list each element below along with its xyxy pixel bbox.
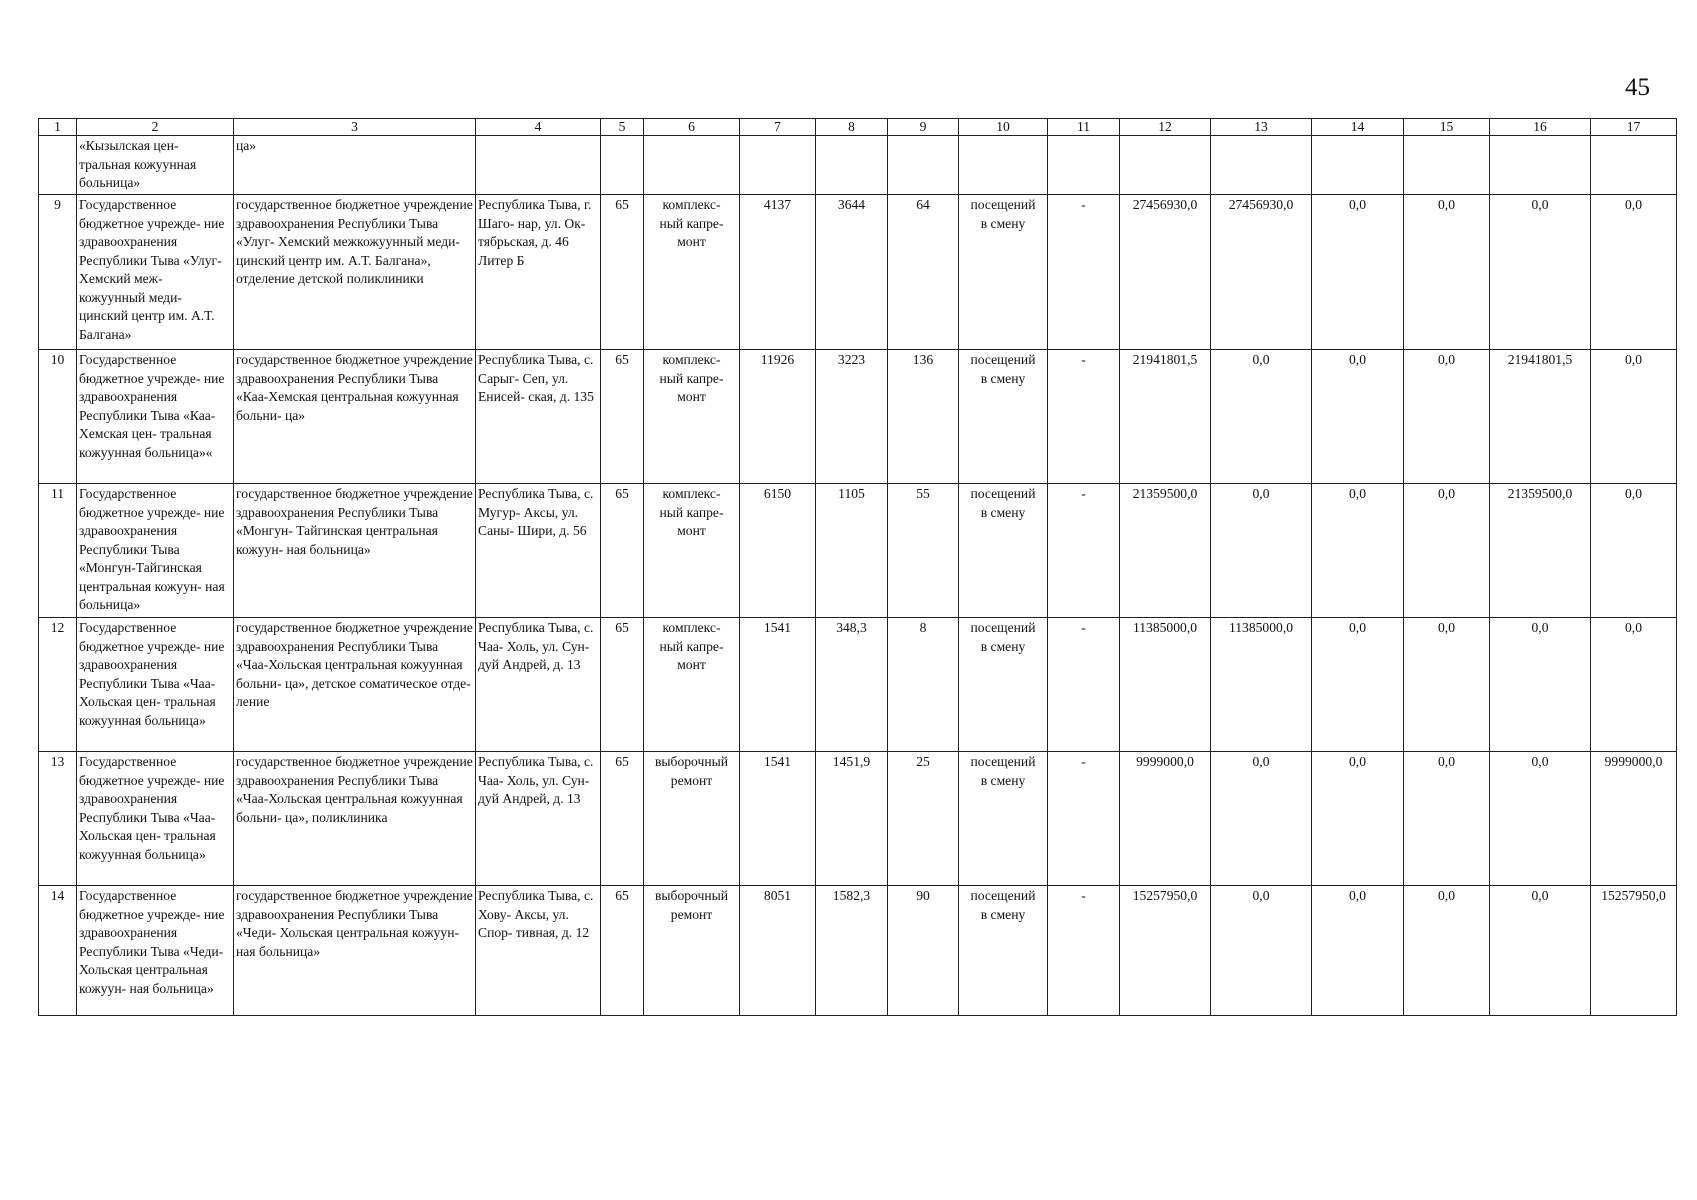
table-cell [1120,136,1211,195]
table-cell: комплекс- ный капре- монт [644,195,740,350]
table-cell: 0,0 [1312,752,1404,886]
table-cell [601,136,644,195]
table-cell: «Кызылская цен- тральная кожуунная больница» [77,136,234,195]
table-cell: 1541 [740,752,816,886]
table-cell: 0,0 [1404,618,1490,752]
table-cell: 65 [601,484,644,618]
table-cell: 21359500,0 [1120,484,1211,618]
table-cell: 64 [888,195,959,350]
table-cell: посещений в смену [959,195,1048,350]
table-cell [39,136,77,195]
header-row [39,119,1677,136]
column-header: 2 [77,119,234,136]
table-cell: 0,0 [1490,886,1591,1016]
table-cell: Государственное бюджетное учрежде- ние здравоохранения Республики Тыва «Чеди-Хольская центральная кожуун- ная больница» [77,886,234,1016]
column-header: 4 [476,119,601,136]
table-cell: - [1048,752,1120,886]
table-cell [1591,136,1677,195]
column-header: 9 [888,119,959,136]
table-cell [1048,136,1120,195]
table-cell: 11926 [740,350,816,484]
table-cell: посещений в смену [959,752,1048,886]
table-cell: 8051 [740,886,816,1016]
table-cell: 65 [601,886,644,1016]
table-row [39,618,1677,752]
column-header: 11 [1048,119,1120,136]
table-cell: Республика Тыва, с. Чаа- Холь, ул. Сун- дуй Андрей, д. 13 [476,618,601,752]
table-cell: - [1048,195,1120,350]
table-cell: 0,0 [1211,752,1312,886]
table-cell: 3223 [816,350,888,484]
table-cell: Республика Тыва, с. Сарыг- Сеп, ул. Енисей- ская, д. 135 [476,350,601,484]
table-cell: Государственное бюджетное учрежде- ние здравоохранения Республики Тыва «Каа-Хемская цен- тральная кожуунная больница»« [77,350,234,484]
column-header: 5 [601,119,644,136]
table-cell [644,136,740,195]
continuation-row [39,136,1677,195]
table-cell: государственное бюджетное учреждение здравоохранения Республики Тыва «Улуг- Хемский межкожуунный меди- цинский центр им. А.Т. Балгана», отделение детской поликлиники [234,195,476,350]
column-header: 7 [740,119,816,136]
table-cell: выборочный ремонт [644,752,740,886]
table-cell: государственное бюджетное учреждение здравоохранения Республики Тыва «Чеди- Хольская центральная кожуун- ная больница» [234,886,476,1016]
table-cell: комплекс- ный капре- монт [644,350,740,484]
table-cell: государственное бюджетное учреждение здравоохранения Республики Тыва «Монгун- Тайгинская центральная кожуун- ная больница» [234,484,476,618]
table-cell: 25 [888,752,959,886]
table-cell: Государственное бюджетное учрежде- ние здравоохранения Республики Тыва «Чаа-Хольская цен- тральная кожуунная больница» [77,752,234,886]
table-cell: - [1048,886,1120,1016]
row-number-cell: 11 [39,484,77,618]
row-number-cell: 10 [39,350,77,484]
table-row [39,350,1677,484]
table-cell: 90 [888,886,959,1016]
table-cell: 0,0 [1591,484,1677,618]
column-header: 13 [1211,119,1312,136]
table-cell: 0,0 [1211,484,1312,618]
facilities-table [38,118,1677,1016]
page-number: 45 [1625,74,1650,101]
table-cell: посещений в смену [959,886,1048,1016]
column-header: 12 [1120,119,1211,136]
table-cell: 11385000,0 [1120,618,1211,752]
table-cell [888,136,959,195]
table-cell [1312,136,1404,195]
table-cell: 0,0 [1312,195,1404,350]
table-cell: 6150 [740,484,816,618]
table-cell: 27456930,0 [1120,195,1211,350]
table-cell: 0,0 [1490,618,1591,752]
table-cell: 21359500,0 [1490,484,1591,618]
row-number-cell: 9 [39,195,77,350]
table-cell: - [1048,350,1120,484]
table-cell [1404,136,1490,195]
column-header: 16 [1490,119,1591,136]
table-cell: 0,0 [1404,484,1490,618]
table-cell: 1582,3 [816,886,888,1016]
table-cell: посещений в смену [959,618,1048,752]
table-cell: 348,3 [816,618,888,752]
table-cell: 0,0 [1404,350,1490,484]
table-cell: 27456930,0 [1211,195,1312,350]
row-number-cell: 13 [39,752,77,886]
table-cell: 4137 [740,195,816,350]
table-cell: 9999000,0 [1120,752,1211,886]
table-cell: 0,0 [1591,195,1677,350]
row-number-cell: 12 [39,618,77,752]
table-cell: Государственное бюджетное учрежде- ние здравоохранения Республики Тыва «Чаа-Хольская цен- тральная кожуунная больница» [77,618,234,752]
table-row [39,195,1677,350]
table-cell: комплекс- ный капре- монт [644,618,740,752]
table-cell: 1541 [740,618,816,752]
table-row [39,484,1677,618]
table-cell: 0,0 [1312,484,1404,618]
table-cell: 0,0 [1312,350,1404,484]
column-header: 3 [234,119,476,136]
row-number-cell: 14 [39,886,77,1016]
column-header: 6 [644,119,740,136]
table-cell: 15257950,0 [1591,886,1677,1016]
table-cell: 3644 [816,195,888,350]
table-cell: 65 [601,350,644,484]
table-cell: посещений в смену [959,350,1048,484]
table-cell: 0,0 [1591,618,1677,752]
table-cell [476,136,601,195]
table-cell: 65 [601,752,644,886]
table-cell: Республика Тыва, с. Чаа- Холь, ул. Сун- дуй Андрей, д. 13 [476,752,601,886]
table-cell: Республика Тыва, г. Шаго- нар, ул. Ок- тябрьская, д. 46 Литер Б [476,195,601,350]
table-cell: 15257950,0 [1120,886,1211,1016]
table-cell: 1105 [816,484,888,618]
table-cell [740,136,816,195]
column-header: 8 [816,119,888,136]
table-cell: 65 [601,195,644,350]
table-cell: 0,0 [1404,195,1490,350]
table-cell: Государственное бюджетное учрежде- ние здравоохранения Республики Тыва «Улуг-Хемский меж- кожуунный меди- цинский центр им. А.Т. Балгана» [77,195,234,350]
table-cell [1211,136,1312,195]
table-cell [959,136,1048,195]
table-cell: Государственное бюджетное учрежде- ние здравоохранения Республики Тыва «Монгун-Тайгинская центральная кожуун- ная больница» [77,484,234,618]
table-cell: 0,0 [1591,350,1677,484]
table-row [39,886,1677,1016]
table-cell: государственное бюджетное учреждение здравоохранения Республики Тыва «Каа-Хемская центральная кожуунная больни- ца» [234,350,476,484]
table-cell: 21941801,5 [1490,350,1591,484]
table-cell: 21941801,5 [1120,350,1211,484]
table-cell: ца» [234,136,476,195]
table-cell: - [1048,618,1120,752]
table-cell: Республика Тыва, с. Мугур- Аксы, ул. Саны- Шири, д. 56 [476,484,601,618]
table-cell: 0,0 [1312,886,1404,1016]
table-cell: государственное бюджетное учреждение здравоохранения Республики Тыва «Чаа-Хольская центральная кожуунная больни- ца», детское соматическое отде- ление [234,618,476,752]
table-cell: 0,0 [1312,618,1404,752]
table-cell: Республика Тыва, с. Хову- Аксы, ул. Спор- тивная, д. 12 [476,886,601,1016]
table-cell: 0,0 [1490,195,1591,350]
table-cell: 55 [888,484,959,618]
table-cell: 65 [601,618,644,752]
column-header: 14 [1312,119,1404,136]
column-header: 10 [959,119,1048,136]
column-header: 15 [1404,119,1490,136]
table-row [39,752,1677,886]
table-cell: посещений в смену [959,484,1048,618]
table-cell [816,136,888,195]
table-cell: 0,0 [1211,886,1312,1016]
table-cell: государственное бюджетное учреждение здравоохранения Республики Тыва «Чаа-Хольская центральная кожуунная больни- ца», поликлиника [234,752,476,886]
column-header: 17 [1591,119,1677,136]
table-cell: 0,0 [1404,752,1490,886]
table-cell: выборочный ремонт [644,886,740,1016]
table-cell: - [1048,484,1120,618]
table-cell: 9999000,0 [1591,752,1677,886]
table-cell: 136 [888,350,959,484]
table-cell: 0,0 [1490,752,1591,886]
table-cell: 8 [888,618,959,752]
table-cell: комплекс- ный капре- монт [644,484,740,618]
table-cell: 0,0 [1211,350,1312,484]
table-cell: 11385000,0 [1211,618,1312,752]
table-cell [1490,136,1591,195]
table-cell: 1451,9 [816,752,888,886]
column-header: 1 [39,119,77,136]
table-cell: 0,0 [1404,886,1490,1016]
